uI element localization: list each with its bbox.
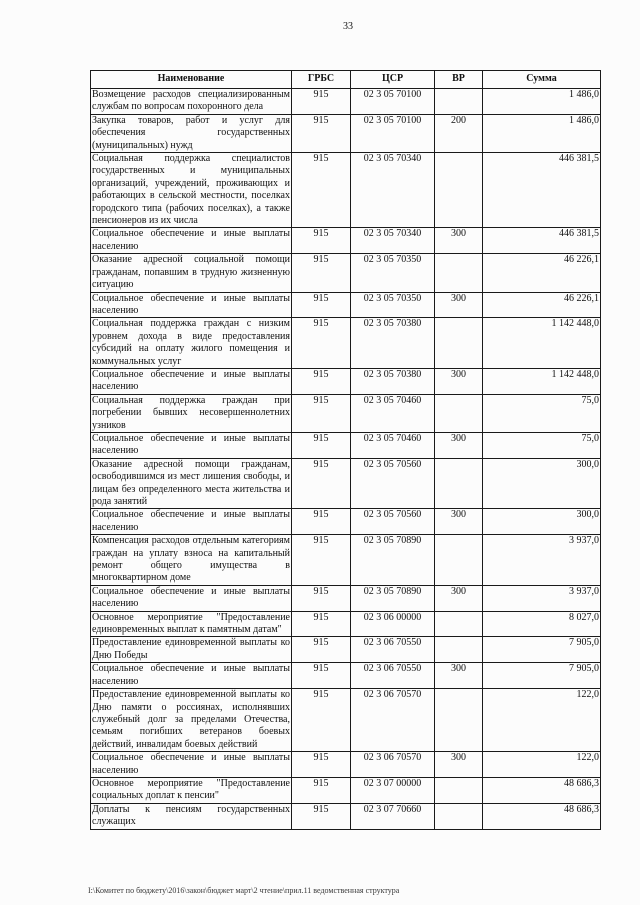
row-name-cell: Компенсация расходов отдельным категориям граждан на уплату взноса на капитальный ремонт общего имущества в многоквартирном доме [92, 535, 290, 584]
table-row [91, 432, 601, 458]
sum-cell: 7 905,0 [483, 637, 601, 663]
grbs-cell: 915 [292, 292, 351, 318]
table-header [91, 71, 601, 89]
table-row [91, 292, 601, 318]
vr-cell: 300 [435, 509, 483, 535]
table-row [91, 153, 601, 228]
vr-cell [435, 689, 483, 752]
csr-cell: 02 3 05 70890 [351, 585, 435, 611]
table-row [91, 637, 601, 663]
vr-cell [435, 254, 483, 292]
vr-cell [435, 637, 483, 663]
grbs-cell: 915 [292, 535, 351, 586]
csr-cell: 02 3 05 70340 [351, 228, 435, 254]
csr-cell: 02 3 06 70550 [351, 637, 435, 663]
sum-cell: 46 226,1 [483, 254, 601, 292]
sum-cell: 1 486,0 [483, 89, 601, 115]
table-row [91, 368, 601, 394]
header-csr: ЦСР [351, 71, 435, 89]
table-row [91, 663, 601, 689]
sum-cell: 300,0 [483, 458, 601, 509]
table-row [91, 611, 601, 637]
csr-cell: 02 3 06 70570 [351, 752, 435, 778]
grbs-cell: 915 [292, 114, 351, 152]
grbs-cell: 915 [292, 777, 351, 803]
row-name-cell: Предоставление единовременной выплаты ко Дню памяти о россиянах, исполнявших служебный долг за пределами Отечества, семьям погибших ветеранов боевых действий, инвалидам боевых действий [92, 689, 290, 750]
row-name-cell: Социальное обеспечение и иные выплаты населению [92, 368, 290, 393]
grbs-cell: 915 [292, 254, 351, 292]
csr-cell: 02 3 05 70380 [351, 368, 435, 394]
sum-cell: 300,0 [483, 509, 601, 535]
row-name-cell: Основное мероприятие "Предоставление единовременных выплат к памятным датам" [92, 611, 290, 636]
vr-cell: 300 [435, 228, 483, 254]
row-name-cell: Оказание адресной помощи гражданам, освободившимся из мест лишения свободы, и лицам без определенного места жительства и рода занятий [92, 458, 290, 507]
row-name-cell: Доплаты к пенсиям государственных служащих [92, 803, 290, 828]
grbs-cell: 915 [292, 637, 351, 663]
table-row [91, 803, 601, 829]
vr-cell: 200 [435, 114, 483, 152]
sum-cell: 122,0 [483, 689, 601, 752]
row-name-cell: Социальная поддержка граждан с низким уровнем дохода в виде предоставления субсидий на оплату жилого помещения и коммунальных услуг [92, 318, 290, 367]
table-row [91, 585, 601, 611]
sum-cell: 7 905,0 [483, 663, 601, 689]
header-sum: Сумма [483, 71, 601, 89]
grbs-cell: 915 [292, 663, 351, 689]
csr-cell: 02 3 05 70350 [351, 292, 435, 318]
header-grbs: ГРБС [292, 71, 351, 89]
row-name-cell: Основное мероприятие "Предоставление социальных доплат к пенсии" [92, 777, 290, 802]
table-row [91, 89, 601, 115]
table-row [91, 752, 601, 778]
header-name: Наименование [91, 71, 292, 89]
vr-cell [435, 611, 483, 637]
csr-cell: 02 3 06 70550 [351, 663, 435, 689]
table-row [91, 509, 601, 535]
row-name-cell: Социальное обеспечение и иные выплаты населению [92, 752, 290, 776]
vr-cell: 300 [435, 663, 483, 689]
vr-cell [435, 535, 483, 586]
table-row [91, 228, 601, 254]
csr-cell: 02 3 06 00000 [351, 611, 435, 637]
sum-cell: 75,0 [483, 432, 601, 458]
grbs-cell: 915 [292, 228, 351, 254]
grbs-cell: 915 [292, 509, 351, 535]
grbs-cell: 915 [292, 89, 351, 115]
row-name-cell: Предоставление единовременной выплаты ко Дню Победы [92, 637, 290, 661]
grbs-cell: 915 [292, 318, 351, 369]
grbs-cell: 915 [292, 689, 351, 752]
row-name-cell: Социальная поддержка граждан при погребении бывших несовершеннолетних узников [92, 394, 290, 431]
vr-cell: 300 [435, 292, 483, 318]
sum-cell: 3 937,0 [483, 585, 601, 611]
table-row [91, 777, 601, 803]
table-row [91, 254, 601, 292]
sum-cell: 1 486,0 [483, 114, 601, 152]
row-name-cell: Социальное обеспечение и иные выплаты населению [92, 228, 290, 252]
table-row [91, 535, 601, 586]
grbs-cell: 915 [292, 611, 351, 637]
header-row [91, 71, 601, 89]
sum-cell: 8 027,0 [483, 611, 601, 637]
row-name-cell: Социальная поддержка специалистов государственных и муниципальных организаций, учреждений, проживающих и работающих в сельской местности, поселках городского типа (рабочих поселках), а также пенсионеров из их числа [92, 153, 290, 227]
sum-cell: 446 381,5 [483, 228, 601, 254]
grbs-cell: 915 [292, 752, 351, 778]
row-name-cell: Закупка товаров, работ и услуг для обеспечения государственных (муниципальных) нужд [92, 114, 290, 151]
vr-cell [435, 777, 483, 803]
csr-cell: 02 3 06 70570 [351, 689, 435, 752]
csr-cell: 02 3 05 70460 [351, 394, 435, 432]
vr-cell [435, 803, 483, 829]
vr-cell [435, 458, 483, 509]
header-vr: ВР [435, 71, 483, 89]
grbs-cell: 915 [292, 153, 351, 228]
row-name-cell: Социальное обеспечение и иные выплаты населению [92, 432, 290, 457]
table-row [91, 458, 601, 509]
csr-cell: 02 3 05 70100 [351, 114, 435, 152]
sum-cell: 46 226,1 [483, 292, 601, 318]
sum-cell: 446 381,5 [483, 153, 601, 228]
sum-cell: 1 142 448,0 [483, 368, 601, 394]
row-name-cell: Возмещение расходов специализированным службам по вопросам похоронного дела [92, 89, 290, 113]
csr-cell: 02 3 05 70100 [351, 89, 435, 115]
page-number: 33 [343, 21, 353, 32]
vr-cell: 300 [435, 752, 483, 778]
vr-cell: 300 [435, 368, 483, 394]
sum-cell: 122,0 [483, 752, 601, 778]
grbs-cell: 915 [292, 432, 351, 458]
csr-cell: 02 3 05 70890 [351, 535, 435, 586]
budget-table [90, 70, 601, 830]
sum-cell: 3 937,0 [483, 535, 601, 586]
grbs-cell: 915 [292, 803, 351, 829]
grbs-cell: 915 [292, 458, 351, 509]
sum-cell: 1 142 448,0 [483, 318, 601, 369]
csr-cell: 02 3 05 70560 [351, 458, 435, 509]
table-row [91, 394, 601, 432]
table-body [91, 89, 601, 830]
sum-cell: 48 686,3 [483, 777, 601, 803]
vr-cell [435, 153, 483, 228]
row-name-cell: Социальное обеспечение и иные выплаты населению [92, 509, 290, 533]
vr-cell: 300 [435, 432, 483, 458]
vr-cell [435, 318, 483, 369]
csr-cell: 02 3 07 70660 [351, 803, 435, 829]
sum-cell: 75,0 [483, 394, 601, 432]
table-row [91, 689, 601, 752]
footer-file-path: I:\Комитет по бюджету\2016\закон\бюджет март\2 чтение\прил.11 ведомственная структура [88, 886, 400, 895]
csr-cell: 02 3 05 70380 [351, 318, 435, 369]
row-name-cell: Социальное обеспечение и иные выплаты населению [92, 292, 290, 316]
vr-cell [435, 89, 483, 115]
csr-cell: 02 3 05 70350 [351, 254, 435, 292]
csr-cell: 02 3 07 00000 [351, 777, 435, 803]
grbs-cell: 915 [292, 368, 351, 394]
csr-cell: 02 3 05 70340 [351, 153, 435, 228]
vr-cell [435, 394, 483, 432]
grbs-cell: 915 [292, 394, 351, 432]
csr-cell: 02 3 05 70560 [351, 509, 435, 535]
grbs-cell: 915 [292, 585, 351, 611]
table-row [91, 318, 601, 369]
row-name-cell: Социальное обеспечение и иные выплаты населению [92, 585, 290, 610]
table-row [91, 114, 601, 152]
row-name-cell: Оказание адресной социальной помощи гражданам, попавшим в трудную жизненную ситуацию [92, 254, 290, 291]
row-name-cell: Социальное обеспечение и иные выплаты населению [92, 663, 290, 687]
vr-cell: 300 [435, 585, 483, 611]
sum-cell: 48 686,3 [483, 803, 601, 829]
csr-cell: 02 3 05 70460 [351, 432, 435, 458]
